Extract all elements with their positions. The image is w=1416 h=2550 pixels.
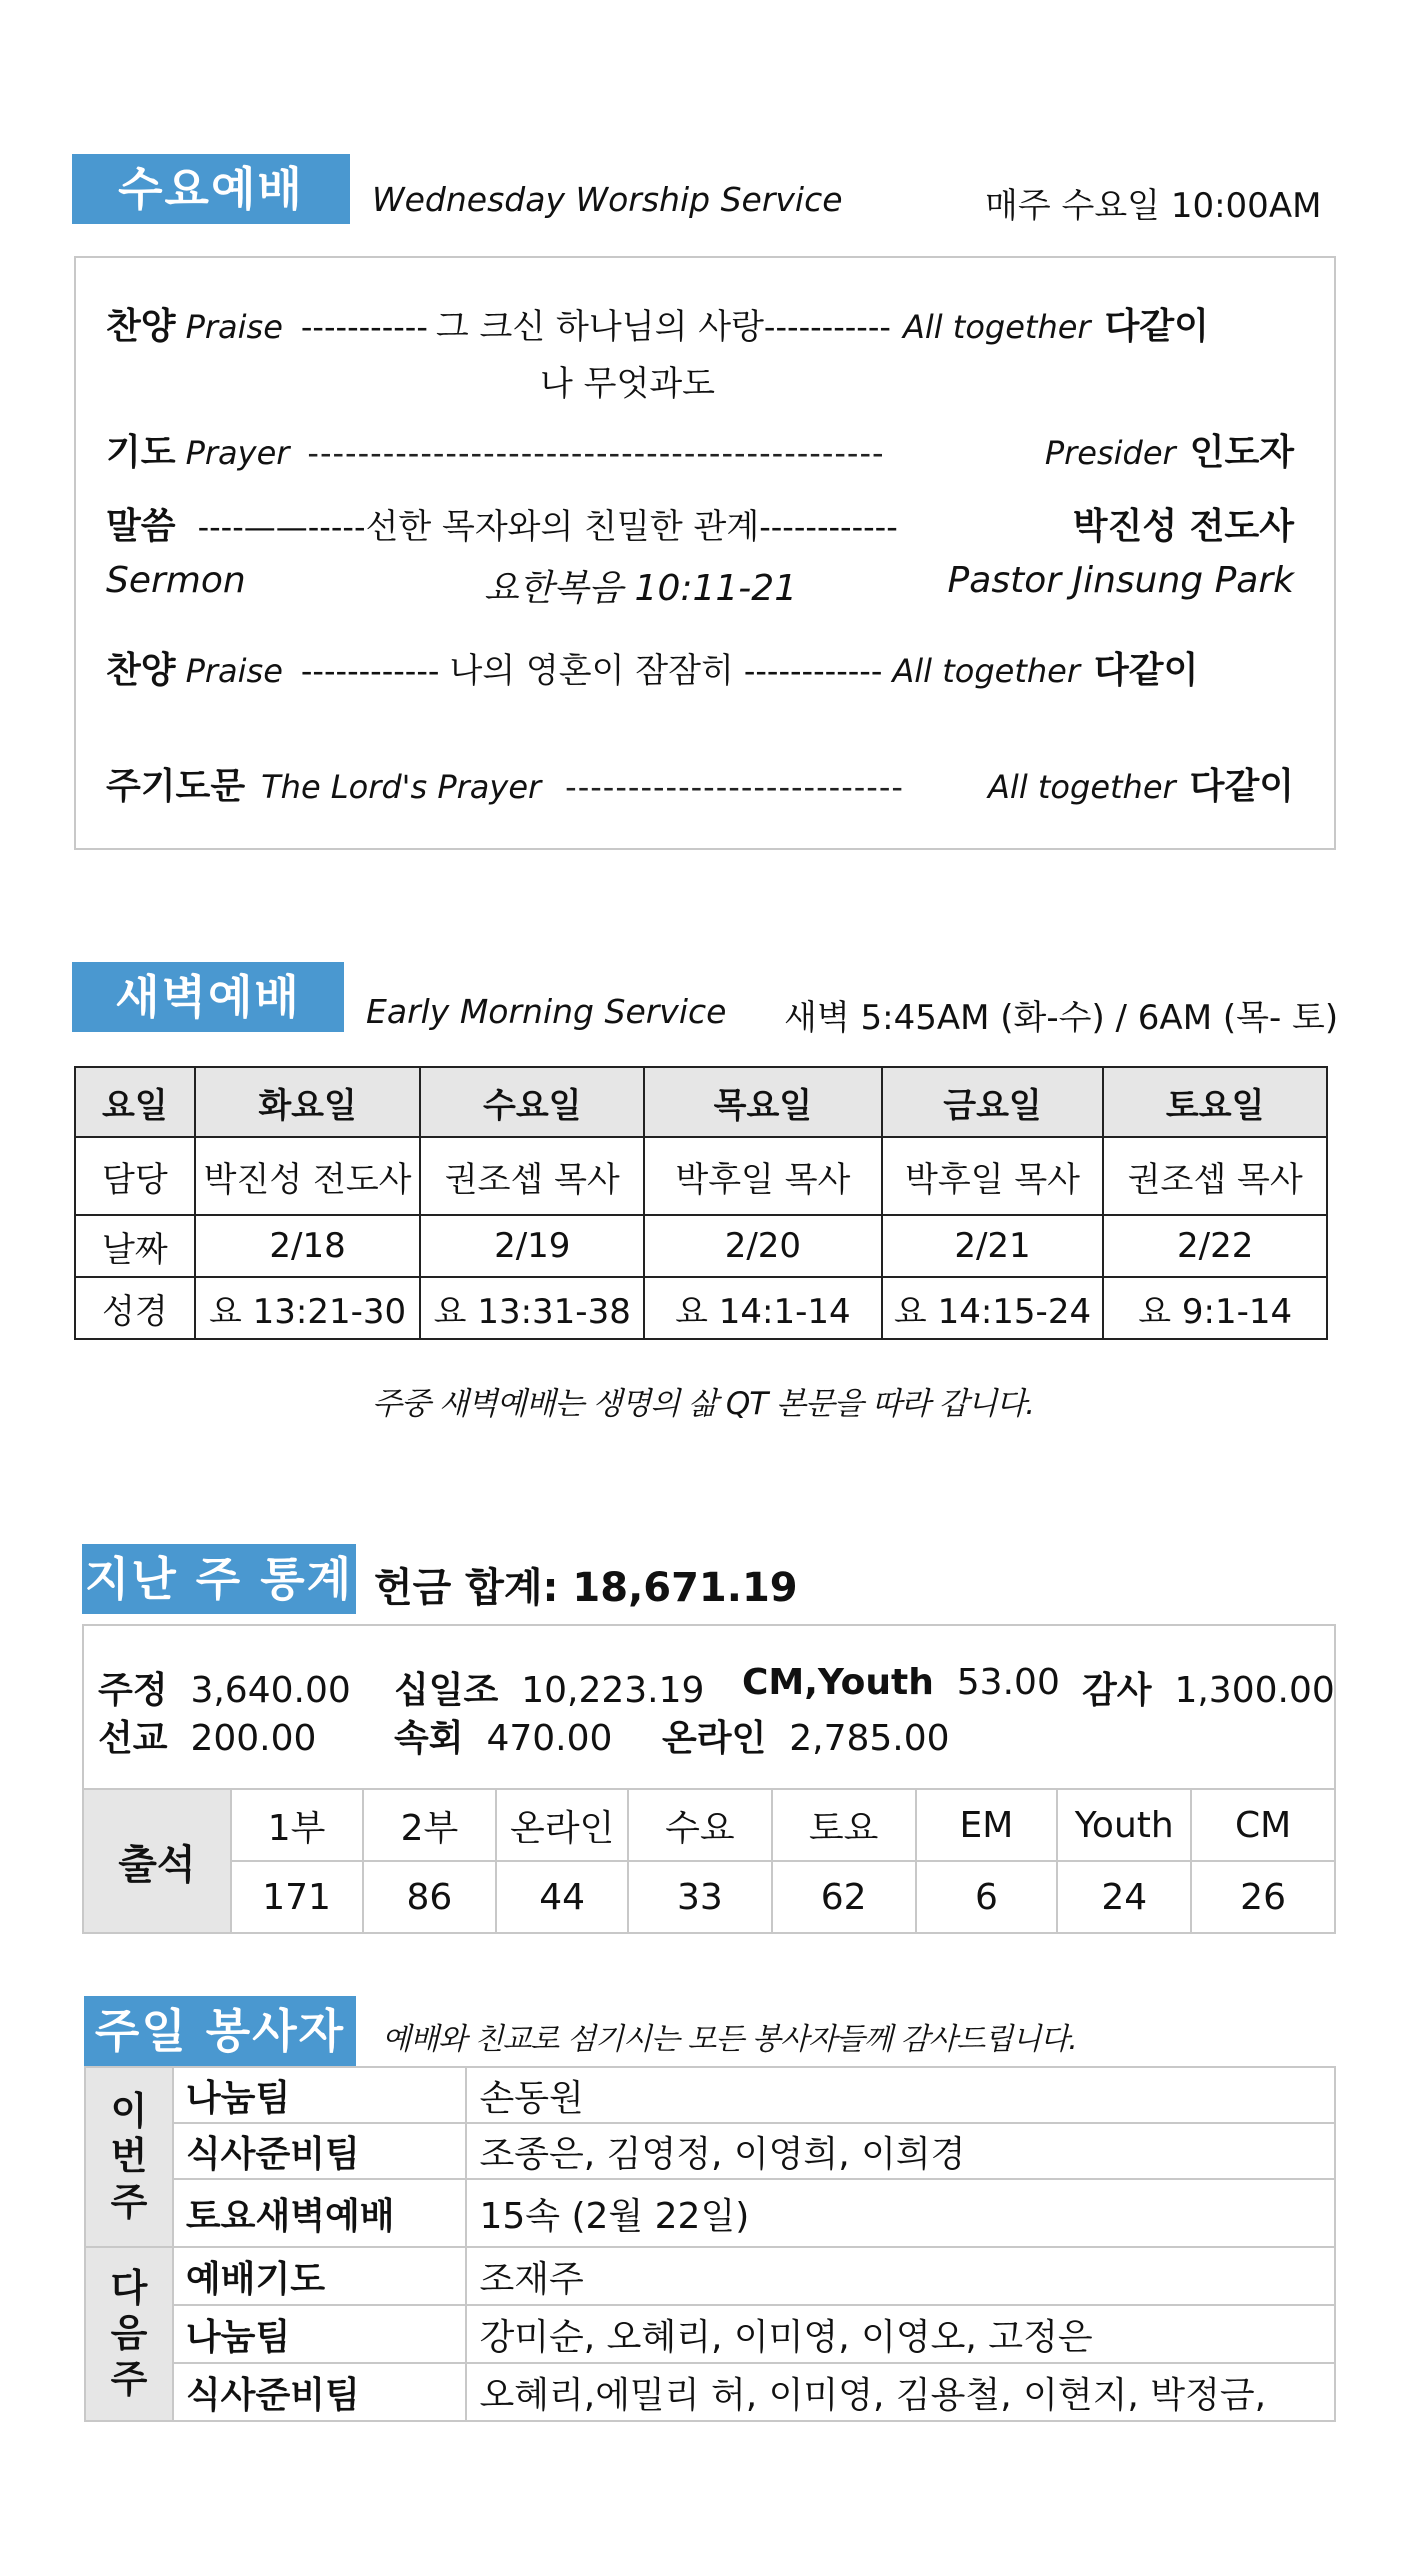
order-label-en: Praise bbox=[185, 652, 283, 690]
volunteer-row bbox=[85, 2363, 1335, 2421]
table-cell: 요 13:21-30 bbox=[195, 1277, 421, 1339]
offering-total: 헌금 합계: 18,671.19 bbox=[374, 1565, 798, 1611]
attendance-header: EM bbox=[916, 1789, 1058, 1861]
offering-label: 선교 bbox=[98, 1718, 168, 1759]
attendance-header: 1부 bbox=[231, 1789, 363, 1861]
attendance-value: 62 bbox=[772, 1861, 916, 1933]
attendance-value: 26 bbox=[1191, 1861, 1335, 1933]
table-cell: 2/20 bbox=[644, 1215, 882, 1277]
col-header: 금요일 bbox=[882, 1067, 1104, 1137]
attendance-value: 171 bbox=[231, 1861, 363, 1933]
stats-badge: 지난 주 통계 bbox=[82, 1544, 356, 1614]
row-label: 날짜 bbox=[75, 1215, 195, 1277]
morning-note: 주중 새벽예배는 생명의 삶 QT 본문을 따라 갑니다. bbox=[372, 1386, 1035, 1422]
offering-item bbox=[742, 1662, 1060, 1703]
table-row bbox=[75, 1277, 1327, 1339]
morning-schedule-table bbox=[74, 1066, 1328, 1340]
attendance-header-row bbox=[83, 1789, 1335, 1861]
offering-label: 온라인 bbox=[662, 1718, 767, 1759]
volunteer-row bbox=[85, 2067, 1335, 2123]
offering-value: 53.00 bbox=[956, 1662, 1060, 1703]
offering-label: 십일조 bbox=[394, 1670, 499, 1711]
sermon-title: 선한 목자와의 친밀한 관계 bbox=[365, 507, 760, 547]
attendance-header: 온라인 bbox=[496, 1789, 628, 1861]
team-members: 오혜리,에밀리 허, 이미영, 김용철, 이현지, 박정금, bbox=[466, 2363, 1335, 2421]
hymn-title: 그 크신 하나님의 사랑 bbox=[435, 307, 764, 347]
order-label-en: Prayer bbox=[185, 434, 290, 472]
table-row bbox=[75, 1215, 1327, 1277]
preacher-ko: 박진성 전도사 bbox=[1072, 506, 1294, 547]
order-label: 찬양 bbox=[106, 650, 176, 691]
attendance-table bbox=[82, 1788, 1336, 1934]
table-header-row bbox=[75, 1067, 1327, 1137]
table-cell: 권조셉 목사 bbox=[1103, 1137, 1327, 1215]
volunteers-thanks: 예배와 친교로 섬기시는 모든 봉사자들께 감사드립니다. bbox=[382, 2022, 1077, 2057]
attendance-header: 토요 bbox=[772, 1789, 916, 1861]
offering-item bbox=[98, 1662, 351, 1713]
morning-badge: 새벽예배 bbox=[72, 962, 344, 1032]
dash-line: ----------- bbox=[763, 308, 891, 346]
role-ko: 인도자 bbox=[1189, 432, 1294, 473]
dash-line: ------------ bbox=[743, 652, 883, 690]
col-header: 화요일 bbox=[195, 1067, 421, 1137]
team-members: 조재주 bbox=[466, 2247, 1335, 2305]
role-en: All together bbox=[988, 768, 1176, 806]
attendance-value: 33 bbox=[628, 1861, 772, 1933]
table-cell: 2/21 bbox=[882, 1215, 1104, 1277]
role-ko: 다같이 bbox=[1189, 766, 1294, 807]
volunteer-row bbox=[85, 2179, 1335, 2247]
sermon-label-en: Sermon bbox=[106, 560, 246, 601]
team-name: 식사준비팀 bbox=[173, 2123, 467, 2179]
hymn-title: 나의 영혼이 잠잠히 bbox=[449, 651, 734, 691]
table-cell: 요 9:1-14 bbox=[1103, 1277, 1327, 1339]
team-name: 토요새벽예배 bbox=[173, 2179, 467, 2247]
table-cell: 2/19 bbox=[420, 1215, 644, 1277]
table-cell: 요 14:1-14 bbox=[644, 1277, 882, 1339]
col-header: 수요일 bbox=[420, 1067, 644, 1137]
table-cell: 박진성 전도사 bbox=[195, 1137, 421, 1215]
team-name: 식사준비팀 bbox=[173, 2363, 467, 2421]
order-label: 말씀 bbox=[106, 506, 176, 547]
row-label: 담당 bbox=[75, 1137, 195, 1215]
role-en: All together bbox=[892, 652, 1081, 690]
wednesday-schedule: 매주 수요일 10:00AM bbox=[985, 186, 1322, 226]
table-cell: 요 13:31-38 bbox=[420, 1277, 644, 1339]
col-header: 요일 bbox=[75, 1067, 195, 1137]
order-label-en: Praise bbox=[185, 308, 283, 346]
hymn-title-line2: 나 무엇과도 bbox=[540, 364, 716, 404]
team-name: 나눔팀 bbox=[173, 2067, 467, 2123]
offerings-box bbox=[82, 1624, 1336, 1790]
order-item-lords-prayer bbox=[76, 758, 1334, 809]
role-en: All together bbox=[902, 308, 1091, 346]
table-cell: 박후일 목사 bbox=[882, 1137, 1104, 1215]
offering-value: 470.00 bbox=[486, 1718, 613, 1759]
attendance-header: Youth bbox=[1057, 1789, 1191, 1861]
offering-value: 2,785.00 bbox=[789, 1718, 950, 1759]
wednesday-title-en: Wednesday Worship Service bbox=[372, 180, 843, 219]
attendance-values-row bbox=[83, 1861, 1335, 1933]
role-ko: 다같이 bbox=[1104, 306, 1209, 347]
table-cell: 2/18 bbox=[195, 1215, 421, 1277]
role-en: Presider bbox=[1044, 434, 1176, 472]
offering-label: 감사 bbox=[1082, 1670, 1152, 1711]
offering-value: 3,640.00 bbox=[190, 1670, 351, 1711]
team-name: 예배기도 bbox=[173, 2247, 467, 2305]
next-week-label-text: 다음주 bbox=[110, 2265, 148, 2401]
order-label: 찬양 bbox=[106, 306, 176, 347]
attendance-value: 44 bbox=[496, 1861, 628, 1933]
attendance-header: 수요 bbox=[628, 1789, 772, 1861]
table-row bbox=[75, 1137, 1327, 1215]
volunteer-row bbox=[85, 2305, 1335, 2363]
offering-item bbox=[394, 1710, 612, 1761]
this-week-label bbox=[85, 2067, 173, 2247]
attendance-header: 2부 bbox=[363, 1789, 497, 1861]
offering-item bbox=[394, 1662, 704, 1713]
volunteers-table bbox=[84, 2066, 1336, 2422]
table-cell: 2/22 bbox=[1103, 1215, 1327, 1277]
attendance-value: 24 bbox=[1057, 1861, 1191, 1933]
next-week-label bbox=[85, 2247, 173, 2421]
morning-schedule: 새벽 5:45AM (화-수) / 6AM (목- 토) bbox=[784, 998, 1339, 1038]
table-cell: 권조셉 목사 bbox=[420, 1137, 644, 1215]
team-members: 15속 (2월 22일) bbox=[466, 2179, 1335, 2247]
col-header: 토요일 bbox=[1103, 1067, 1327, 1137]
role-ko: 다같이 bbox=[1094, 650, 1199, 691]
offering-item bbox=[662, 1710, 950, 1761]
wednesday-order-box bbox=[74, 256, 1336, 850]
dash-line: ----------- bbox=[300, 308, 428, 346]
morning-title-en: Early Morning Service bbox=[366, 992, 727, 1031]
offering-item bbox=[98, 1710, 316, 1761]
attendance-header: CM bbox=[1191, 1789, 1335, 1861]
dash-line: ----——----- bbox=[197, 508, 366, 546]
order-item-praise-2 bbox=[76, 642, 1334, 693]
order-item-prayer bbox=[76, 424, 1334, 475]
scripture: 요한복음 10:11-21 bbox=[484, 568, 798, 609]
offering-value: 200.00 bbox=[190, 1718, 317, 1759]
team-name: 나눔팀 bbox=[173, 2305, 467, 2363]
col-header: 목요일 bbox=[644, 1067, 882, 1137]
order-label: 주기도문 bbox=[106, 766, 246, 807]
dash-line: ------------ bbox=[759, 508, 898, 546]
this-week-label-text: 이번주 bbox=[110, 2088, 148, 2224]
preacher-en: Pastor Jinsung Park bbox=[947, 560, 1294, 601]
table-cell: 요 14:15-24 bbox=[882, 1277, 1104, 1339]
volunteer-row bbox=[85, 2123, 1335, 2179]
offering-label: CM,Youth bbox=[742, 1662, 934, 1703]
wednesday-badge: 수요예배 bbox=[72, 154, 350, 224]
attendance-label: 출석 bbox=[83, 1789, 231, 1933]
team-members: 조종은, 김영정, 이영희, 이희경 bbox=[466, 2123, 1335, 2179]
offering-value: 1,300.00 bbox=[1174, 1670, 1335, 1711]
team-members: 강미순, 오혜리, 이미영, 이영오, 고정은 bbox=[466, 2305, 1335, 2363]
volunteer-row bbox=[85, 2247, 1335, 2305]
dash-line: ------------ bbox=[300, 652, 440, 690]
order-label: 기도 bbox=[106, 432, 176, 473]
order-item-praise-1 bbox=[76, 298, 1334, 349]
attendance-value: 86 bbox=[363, 1861, 497, 1933]
row-label: 성경 bbox=[75, 1277, 195, 1339]
offering-label: 주정 bbox=[98, 1670, 168, 1711]
volunteers-badge: 주일 봉사자 bbox=[84, 1996, 356, 2066]
order-item-sermon bbox=[76, 498, 1334, 549]
dash-line: --------------------------- bbox=[565, 768, 904, 806]
order-label-en: The Lord's Prayer bbox=[261, 768, 542, 806]
attendance-value: 6 bbox=[916, 1861, 1058, 1933]
offering-value: 10,223.19 bbox=[521, 1670, 705, 1711]
offering-label: 속회 bbox=[394, 1718, 464, 1759]
team-members: 손동원 bbox=[466, 2067, 1335, 2123]
offering-item bbox=[1082, 1662, 1335, 1713]
table-cell: 박후일 목사 bbox=[644, 1137, 882, 1215]
dash-line: ---------------------------------------------- bbox=[307, 434, 885, 472]
